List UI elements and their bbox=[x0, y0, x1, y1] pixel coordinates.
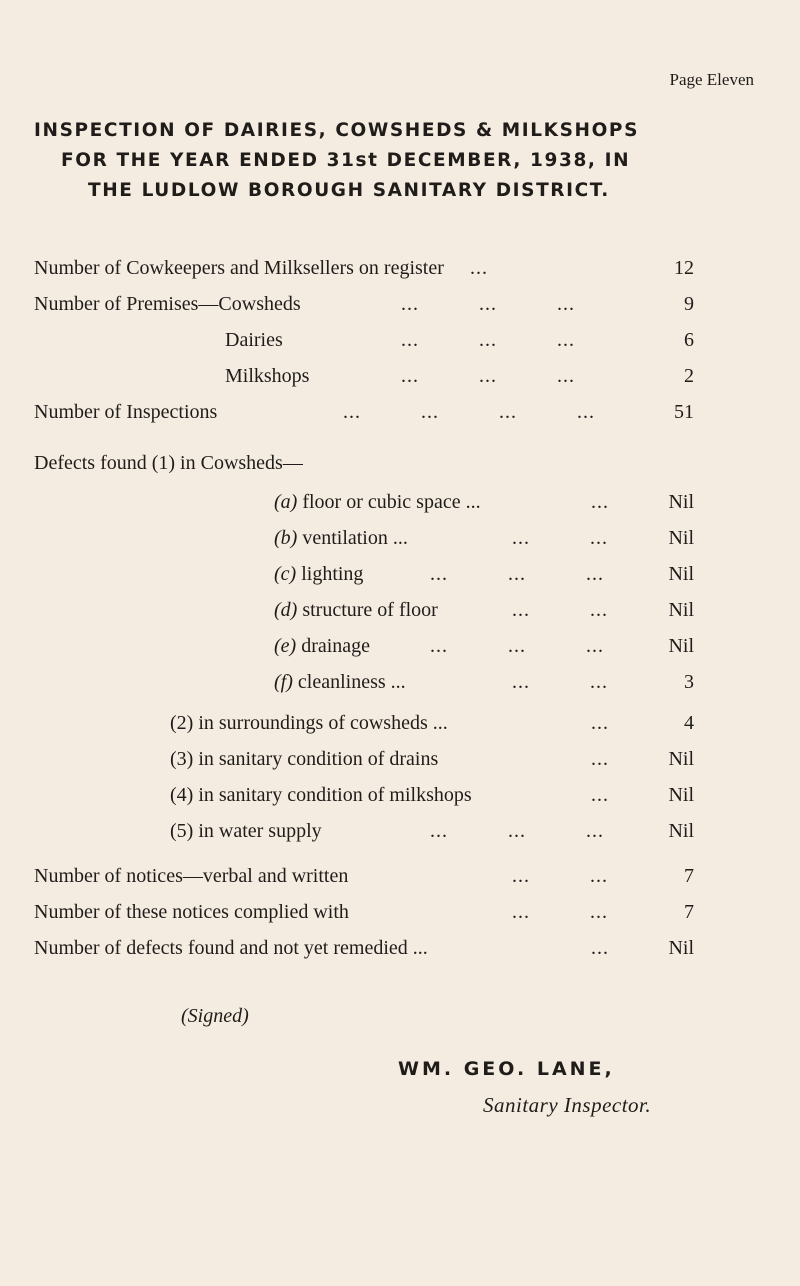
row-marker: (f) bbox=[274, 671, 293, 693]
document-title bbox=[34, 116, 774, 206]
row-value: Nil bbox=[668, 599, 694, 621]
row-value: 7 bbox=[684, 901, 694, 923]
table-row: (3) in sanitary condition of drains ... Nil bbox=[0, 741, 800, 777]
row-marker: (e) bbox=[274, 635, 297, 657]
row-value: Nil bbox=[668, 784, 694, 806]
table-row: Number of these notices complied with ... ... 7 bbox=[0, 894, 800, 930]
row-label: Number of defects found and not yet remedied ... bbox=[34, 937, 428, 959]
row-value: 51 bbox=[674, 401, 694, 423]
row-label: (4) in sanitary condition of milkshops bbox=[170, 784, 472, 806]
table-row: (a) floor or cubic space ... ... Nil bbox=[0, 484, 800, 520]
table-row: (5) in water supply ... ... ... Nil bbox=[0, 813, 800, 849]
row-value: 4 bbox=[684, 712, 694, 734]
row-label: (3) in sanitary condition of drains bbox=[170, 748, 439, 770]
row-value: 7 bbox=[684, 865, 694, 887]
table-row: (d) structure of floor ... ... Nil bbox=[0, 592, 800, 628]
table-row: (c) lighting ... ... ... Nil bbox=[0, 556, 800, 592]
row-value: Nil bbox=[668, 937, 694, 959]
row-label: cleanliness ... bbox=[297, 671, 406, 693]
row-label: Dairies bbox=[225, 329, 283, 351]
row-value: Nil bbox=[668, 748, 694, 770]
row-label: ventilation ... bbox=[302, 527, 408, 549]
row-value: Nil bbox=[668, 820, 694, 842]
row-marker: (b) bbox=[274, 527, 298, 549]
table-row: Number of Inspections ... ... ... ... 51 bbox=[0, 394, 800, 430]
page-header: Page Eleven bbox=[669, 70, 754, 89]
table-row: Number of Premises—Cowsheds ... ... ... 9 bbox=[0, 286, 800, 322]
signed-label: (Signed) bbox=[181, 1005, 249, 1027]
signer-name: WM. GEO. LANE, bbox=[398, 1058, 615, 1080]
row-marker: (d) bbox=[274, 599, 298, 621]
row-label: floor or cubic space ... bbox=[302, 491, 481, 513]
row-value: Nil bbox=[668, 563, 694, 585]
table-row: (2) in surroundings of cowsheds ... ... 4 bbox=[0, 705, 800, 741]
row-label: Milkshops bbox=[225, 365, 310, 387]
table-row: Number of defects found and not yet remedied ... ... Nil bbox=[0, 930, 800, 966]
row-value: 6 bbox=[684, 329, 694, 351]
row-value: 12 bbox=[674, 257, 694, 279]
row-label: structure of floor bbox=[302, 599, 438, 621]
row-value: 3 bbox=[684, 671, 694, 693]
row-label: lighting bbox=[301, 563, 364, 585]
table-row: (4) in sanitary condition of milkshops ... Nil bbox=[0, 777, 800, 813]
row-label: Number of Premises—Cowsheds bbox=[34, 293, 301, 315]
row-label: Number of notices—verbal and written bbox=[34, 865, 349, 887]
title-line-1: INSPECTION OF DAIRIES, COWSHEDS & MILKSHOPS bbox=[34, 120, 640, 141]
table-row bbox=[0, 445, 800, 481]
table-row: (b) ventilation ... ... ... Nil bbox=[0, 520, 800, 556]
table-row: Number of Cowkeepers and Milksellers on register ... 12 bbox=[0, 250, 800, 286]
row-marker: (c) bbox=[274, 563, 297, 585]
signer-title: Sanitary Inspector. bbox=[483, 1093, 652, 1117]
row-value: Nil bbox=[668, 491, 694, 513]
row-marker: (a) bbox=[274, 491, 298, 513]
row-value: Nil bbox=[668, 527, 694, 549]
table-row: (f) cleanliness ... ... ... 3 bbox=[0, 664, 800, 700]
row-label: (2) in surroundings of cowsheds ... bbox=[170, 712, 448, 734]
table-row: (e) drainage ... ... ... Nil bbox=[0, 628, 800, 664]
table-row: Milkshops ... ... ... 2 bbox=[0, 358, 800, 394]
title-line-3: THE LUDLOW BOROUGH SANITARY DISTRICT. bbox=[88, 180, 610, 201]
row-value: 9 bbox=[684, 293, 694, 315]
row-label: Defects found (1) in Cowsheds— bbox=[34, 452, 303, 474]
row-value: Nil bbox=[668, 635, 694, 657]
row-value: 2 bbox=[684, 365, 694, 387]
row-label: drainage bbox=[301, 635, 371, 657]
table-row: Number of notices—verbal and written ... ... 7 bbox=[0, 858, 800, 894]
row-label: Number of Cowkeepers and Milksellers on register bbox=[34, 257, 444, 279]
row-label: (5) in water supply bbox=[170, 820, 322, 842]
title-line-2: FOR THE YEAR ENDED 31st DECEMBER, 1938, IN bbox=[61, 150, 631, 171]
table-row: Dairies ... ... ... 6 bbox=[0, 322, 800, 358]
row-label: Number of these notices complied with bbox=[34, 901, 349, 923]
row-label: Number of Inspections bbox=[34, 401, 218, 423]
